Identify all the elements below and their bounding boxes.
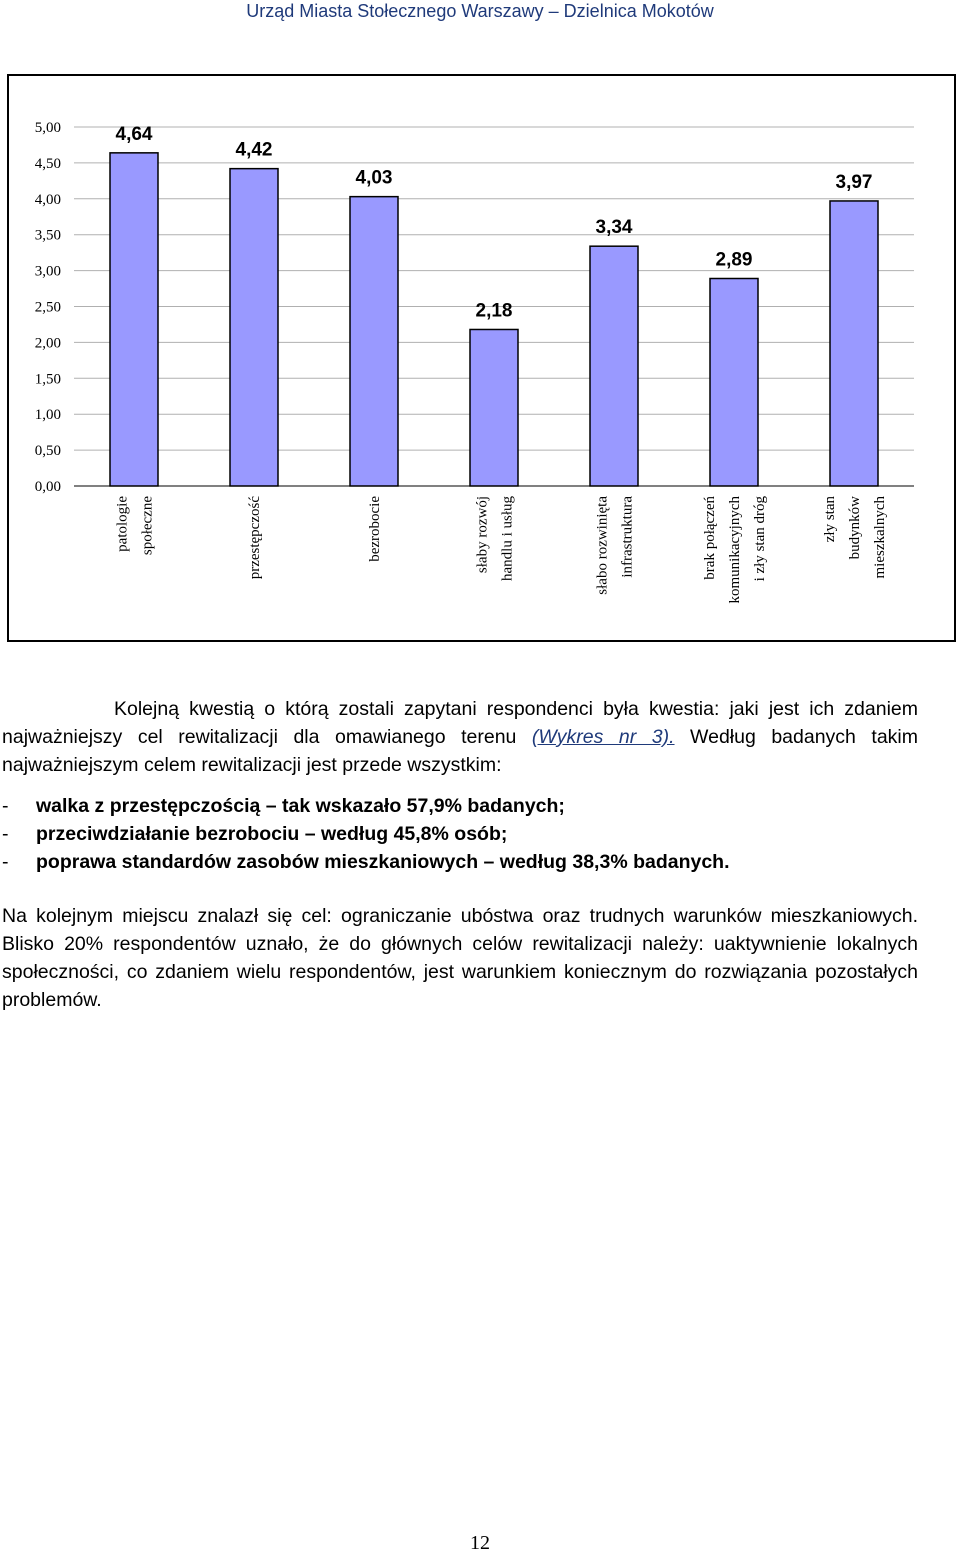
- y-tick-label: 1,00: [34, 407, 61, 424]
- list-item: [2, 820, 918, 848]
- list-item-text: przeciwdziałanie bezrobociu – według 45,8% osób;: [36, 823, 508, 845]
- data-label: 2,18: [475, 300, 513, 322]
- chart-reference-link[interactable]: (Wykres nr 3).: [531, 726, 675, 748]
- y-tick-label: 3,00: [34, 263, 61, 280]
- paragraph-intro: [2, 695, 918, 779]
- list-marker: -: [2, 823, 9, 845]
- data-label: 2,89: [715, 249, 753, 271]
- x-tick-label: [702, 496, 768, 604]
- y-tick-label: 0,00: [34, 479, 61, 495]
- paragraph-conclusion: Na kolejnym miejscu znalazł się cel: ograniczanie ubóstwa oraz trudnych warunków mieszkaniowych. Blisko 20% respondentów uznało, że do głównych celów rewitalizacji należy: uaktywnienie lokalnych społeczności, co zdaniem wielu respondentów, jest warunkiem koniecznym do rozwiązania pozostałych problemów.: [2, 905, 918, 1011]
- paragraph-intro-tail: Według badanych takim najważniejszym celem rewitalizacji jest przede wszystkim:: [2, 726, 918, 776]
- x-tick-label-line: handlu i usług: [499, 496, 516, 581]
- data-label: 4,03: [355, 167, 393, 189]
- x-tick-label-line: infrastruktura: [619, 496, 636, 578]
- data-label: 3,34: [595, 217, 633, 239]
- page-number: 12: [470, 1532, 490, 1554]
- x-tick-label-line: i zły stan dróg: [752, 496, 768, 582]
- data-label: 4,42: [235, 139, 273, 161]
- list-item-text: walka z przestępczością – tak wskazało 57,9% badanych;: [36, 795, 565, 817]
- x-tick-label-line: bezrobocie: [367, 496, 383, 562]
- x-tick-label-line: brak połączeń: [702, 496, 718, 580]
- list-item-text: poprawa standardów zasobów mieszkaniowych – według 38,3% badanych.: [36, 851, 730, 873]
- x-tick-label: [247, 496, 263, 580]
- x-tick-label: [115, 496, 156, 555]
- list-marker: -: [2, 851, 9, 873]
- data-label: 3,97: [835, 171, 873, 193]
- x-tick-label-line: przestępczość: [247, 496, 263, 580]
- page-header: Urząd Miasta Stołecznego Warszawy – Dzielnica Mokotów: [246, 1, 714, 21]
- x-tick-label: [367, 496, 383, 562]
- x-tick-label-line: słaby rozwój: [474, 496, 491, 574]
- x-tick-label-line: słabo rozwinięta: [594, 496, 611, 595]
- x-tick-label-line: komunikacyjnych: [727, 496, 743, 604]
- y-tick-label: 2,50: [34, 299, 61, 316]
- goals-list: [2, 792, 918, 876]
- x-tick-label-line: zły stan: [822, 496, 838, 543]
- x-tick-label-line: mieszkalnych: [872, 496, 888, 579]
- bar: [590, 246, 638, 486]
- chart-svg: [9, 76, 954, 640]
- bar: [830, 201, 878, 486]
- y-tick-label: 4,50: [34, 155, 61, 172]
- paragraph-intro-text: Kolejną kwestią o którą zostali zapytani respondenci była kwestia: jaki jest ich zdaniem najważniejszy cel rewitalizacji dla omawianego terenu: [2, 698, 918, 748]
- list-marker: -: [2, 795, 9, 817]
- y-tick-label: 0,50: [34, 443, 61, 460]
- bar-chart: [7, 74, 956, 642]
- x-tick-label: [595, 496, 636, 595]
- list-item: [2, 848, 918, 876]
- list-item: [2, 792, 918, 820]
- bar: [470, 329, 518, 486]
- bar: [110, 153, 158, 486]
- data-label: 4,64: [115, 123, 153, 145]
- x-tick-label-line: patologie: [114, 496, 131, 552]
- x-tick-label: [822, 496, 888, 579]
- x-tick-label: [475, 496, 516, 581]
- y-tick-label: 2,00: [34, 335, 61, 352]
- y-tick-label: 1,50: [34, 371, 61, 388]
- x-tick-label-line: budynków: [847, 496, 863, 560]
- x-tick-label-line: społeczne: [139, 496, 156, 556]
- bar: [350, 197, 398, 486]
- y-tick-label: 5,00: [34, 120, 61, 136]
- bar: [710, 278, 758, 486]
- bar: [230, 169, 278, 486]
- y-tick-label: 3,50: [34, 227, 61, 244]
- y-tick-label: 4,00: [34, 191, 61, 208]
